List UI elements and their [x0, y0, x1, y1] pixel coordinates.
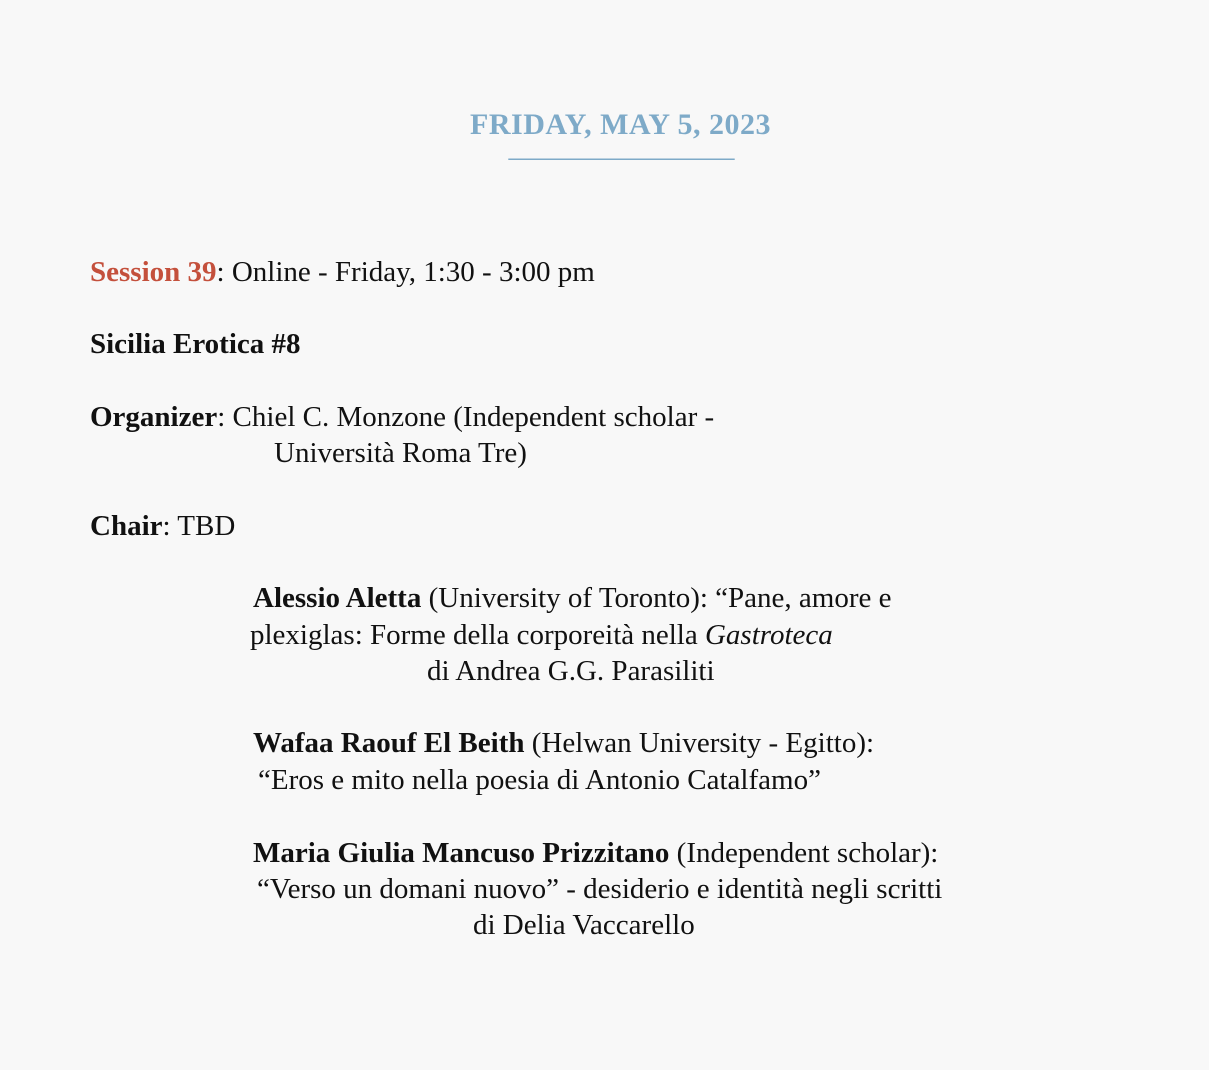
talk-2-speaker: Wafaa Raouf El Beith [253, 727, 525, 759]
talk-2-affiliation: (Helwan University - Egitto): [524, 727, 875, 759]
organizer-separator: : [217, 401, 233, 433]
talk-3-heading [253, 835, 938, 871]
talk-3-title: “Verso un domani nuovo” - desiderio e identità negli scritti [257, 873, 943, 905]
chair-label: Chair [90, 510, 163, 542]
talk-3-speaker: Maria Giulia Mancuso Prizzitano [253, 837, 670, 869]
talk-1-title-text: plexiglas: Forme della corporeità nella [250, 619, 705, 651]
organizer-name: Chiel C. Monzone (Independent scholar - [232, 401, 715, 433]
chair-value: : TBD [162, 510, 236, 542]
chair-line [90, 508, 235, 544]
talk-3-affiliation: (Independent scholar): [669, 837, 939, 869]
date-underline: ———————— [508, 140, 733, 173]
talk-2-title: “Eros e mito nella poesia di Antonio Catalfamo” [258, 764, 821, 796]
talk-3-title-end: di Delia Vaccarello [473, 909, 695, 941]
organizer-line [90, 399, 714, 435]
talk-2-heading [253, 725, 874, 761]
talk-1-heading [253, 580, 892, 616]
event-date: FRIDAY, MAY 5, 2023 [470, 108, 771, 141]
session-title: Sicilia Erotica #8 [90, 328, 301, 360]
talk-1-affiliation: (University of Toronto): “Pane, amore e [421, 582, 892, 614]
session-details: : Online - Friday, 1:30 - 3:00 pm [216, 256, 595, 288]
talk-1-title-italic: Gastroteca [704, 619, 833, 651]
organizer-label: Organizer [90, 401, 218, 433]
session-label: Session 39 [90, 256, 217, 288]
session-line [90, 254, 595, 290]
talk-1-title-line [250, 617, 833, 653]
organizer-affiliation: Università Roma Tre) [274, 437, 527, 469]
talk-1-speaker: Alessio Aletta [253, 582, 422, 614]
talk-1-title-end: di Andrea G.G. Parasiliti [427, 655, 715, 687]
